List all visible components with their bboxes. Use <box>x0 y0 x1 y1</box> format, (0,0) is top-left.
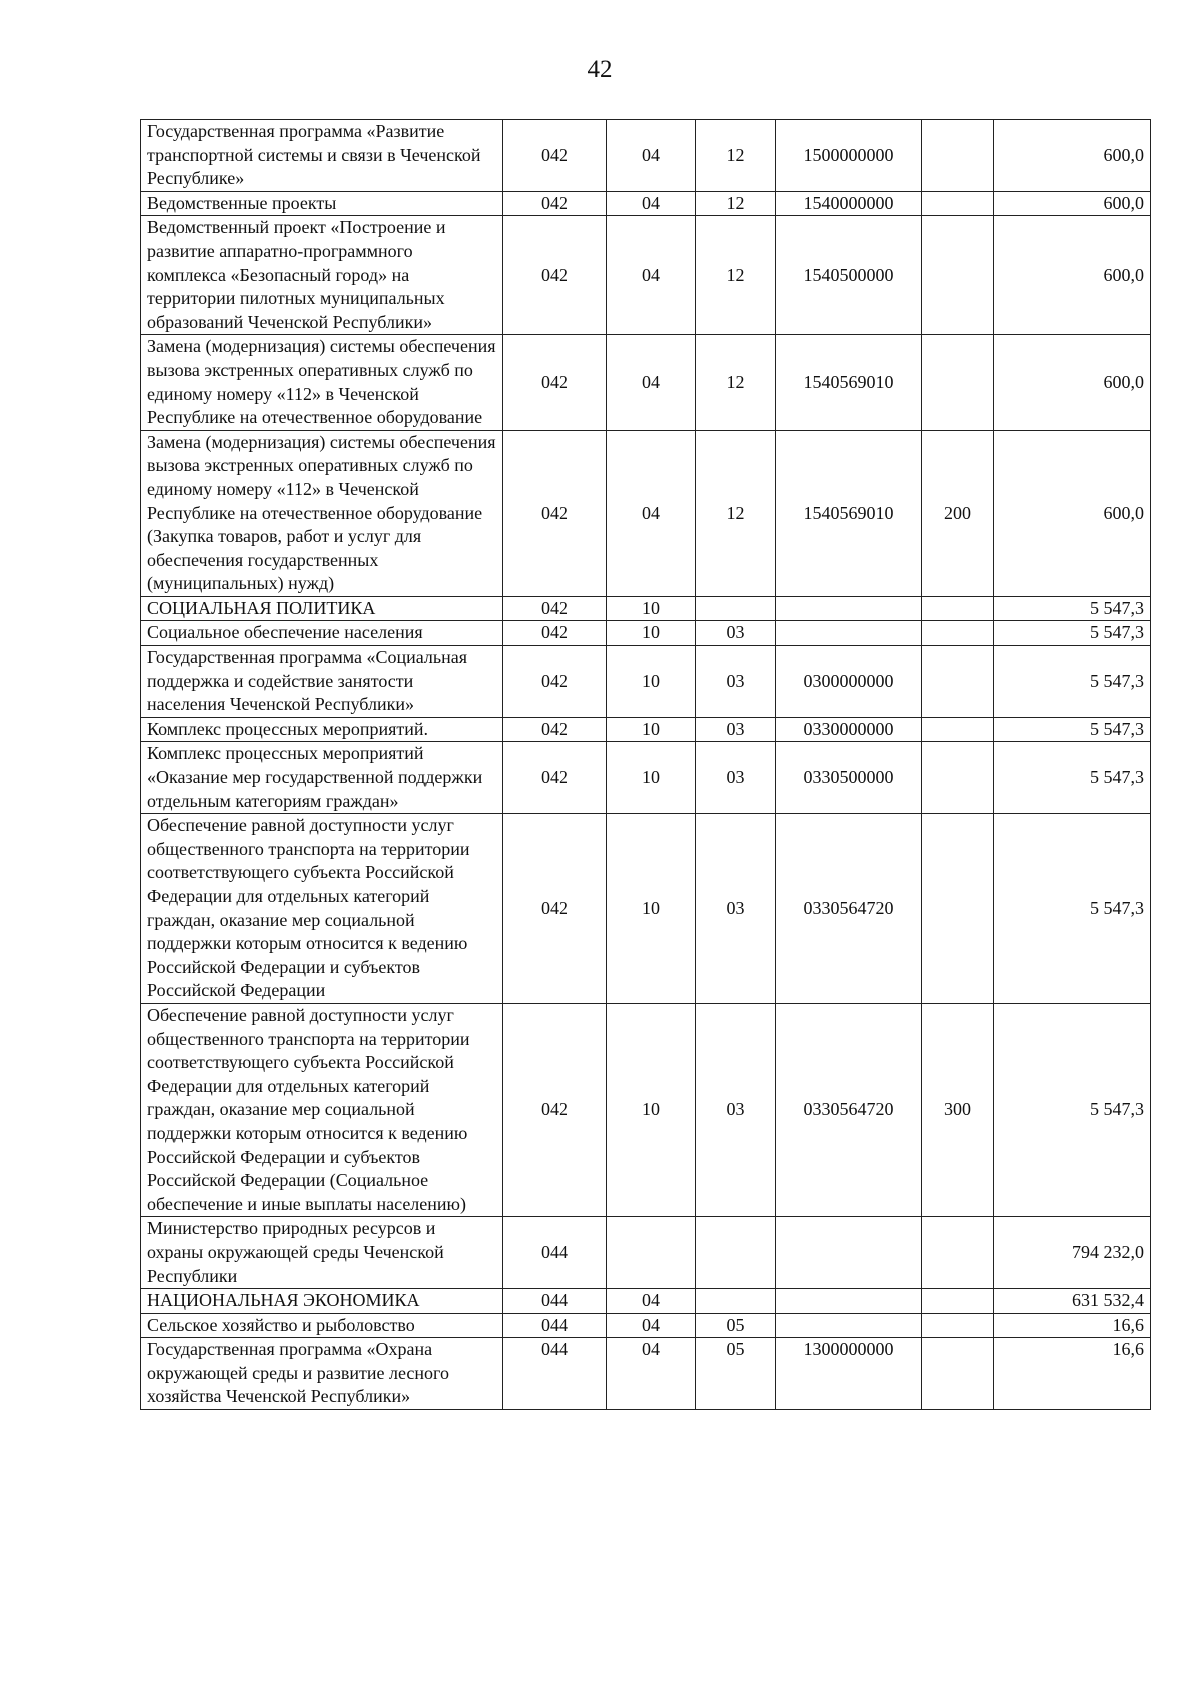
amount: 5 547,3 <box>994 742 1151 814</box>
expense-type-code <box>922 717 994 742</box>
budget-table <box>140 119 1151 1410</box>
subsection-code: 05 <box>696 1338 776 1410</box>
grbs-code: 042 <box>503 814 607 1004</box>
row-name: Государственная программа «Социальная поддержка и содействие занятости населения Чеченской Республики» <box>141 646 503 718</box>
row-name: Государственная программа «Охрана окружающей среды и развитие лесного хозяйства Чеченской Республики» <box>141 1338 503 1410</box>
section-code: 10 <box>607 646 696 718</box>
table-row <box>141 717 1151 742</box>
section-code: 04 <box>607 120 696 192</box>
grbs-code: 042 <box>503 717 607 742</box>
amount: 600,0 <box>994 335 1151 430</box>
row-name: Социальное обеспечение населения <box>141 621 503 646</box>
table-row <box>141 430 1151 596</box>
grbs-code: 042 <box>503 646 607 718</box>
grbs-code: 042 <box>503 596 607 621</box>
grbs-code: 044 <box>503 1217 607 1289</box>
grbs-code: 042 <box>503 430 607 596</box>
section-code: 04 <box>607 1313 696 1338</box>
target-article-code: 1540000000 <box>776 191 922 216</box>
subsection-code: 03 <box>696 621 776 646</box>
section-code: 10 <box>607 814 696 1004</box>
amount: 600,0 <box>994 191 1151 216</box>
target-article-code: 0330500000 <box>776 742 922 814</box>
grbs-code: 042 <box>503 621 607 646</box>
expense-type-code <box>922 335 994 430</box>
grbs-code: 042 <box>503 742 607 814</box>
grbs-code: 042 <box>503 1003 607 1216</box>
row-name: Ведомственные проекты <box>141 191 503 216</box>
section-code: 10 <box>607 742 696 814</box>
subsection-code: 12 <box>696 120 776 192</box>
subsection-code <box>696 1217 776 1289</box>
page-number: 42 <box>587 56 613 83</box>
amount: 5 547,3 <box>994 814 1151 1004</box>
target-article-code <box>776 1289 922 1314</box>
section-code: 04 <box>607 216 696 335</box>
row-name: Замена (модернизация) системы обеспечения вызова экстренных оперативных служб по единому номеру «112» в Чеченской Республике на отечественное оборудование <box>141 335 503 430</box>
target-article-code: 0330564720 <box>776 1003 922 1216</box>
section-code: 04 <box>607 335 696 430</box>
subsection-code: 03 <box>696 814 776 1004</box>
expense-type-code <box>922 596 994 621</box>
expense-type-code: 200 <box>922 430 994 596</box>
expense-type-code <box>922 1217 994 1289</box>
table-row <box>141 1217 1151 1289</box>
section-code: 10 <box>607 1003 696 1216</box>
amount: 631 532,4 <box>994 1289 1151 1314</box>
amount: 600,0 <box>994 216 1151 335</box>
table-row <box>141 1338 1151 1410</box>
subsection-code <box>696 596 776 621</box>
expense-type-code <box>922 120 994 192</box>
grbs-code: 044 <box>503 1313 607 1338</box>
row-name: Сельское хозяйство и рыболовство <box>141 1313 503 1338</box>
section-code: 10 <box>607 621 696 646</box>
row-name: Замена (модернизация) системы обеспечения вызова экстренных оперативных служб по единому номеру «112» в Чеченской Республике на отечественное оборудование (Закупка товаров, работ и услуг для обеспечения государственных (муниципальных) нужд) <box>141 430 503 596</box>
subsection-code: 03 <box>696 646 776 718</box>
target-article-code: 0330564720 <box>776 814 922 1004</box>
subsection-code: 12 <box>696 191 776 216</box>
section-code <box>607 1217 696 1289</box>
subsection-code <box>696 1289 776 1314</box>
subsection-code: 03 <box>696 717 776 742</box>
target-article-code: 1300000000 <box>776 1338 922 1410</box>
subsection-code: 05 <box>696 1313 776 1338</box>
expense-type-code <box>922 191 994 216</box>
section-code: 04 <box>607 1338 696 1410</box>
section-code: 04 <box>607 430 696 596</box>
table-row <box>141 216 1151 335</box>
section-code: 10 <box>607 596 696 621</box>
target-article-code: 1540500000 <box>776 216 922 335</box>
row-name: Комплекс процессных мероприятий. <box>141 717 503 742</box>
grbs-code: 044 <box>503 1289 607 1314</box>
grbs-code: 042 <box>503 120 607 192</box>
row-name: Комплекс процессных мероприятий «Оказание мер государственной поддержки отдельным категориям граждан» <box>141 742 503 814</box>
target-article-code: 1500000000 <box>776 120 922 192</box>
amount: 794 232,0 <box>994 1217 1151 1289</box>
expense-type-code <box>922 216 994 335</box>
table-row <box>141 742 1151 814</box>
grbs-code: 042 <box>503 335 607 430</box>
table-row <box>141 1289 1151 1314</box>
section-code: 04 <box>607 191 696 216</box>
row-name: СОЦИАЛЬНАЯ ПОЛИТИКА <box>141 596 503 621</box>
amount: 5 547,3 <box>994 596 1151 621</box>
subsection-code: 12 <box>696 216 776 335</box>
amount: 5 547,3 <box>994 717 1151 742</box>
target-article-code: 0300000000 <box>776 646 922 718</box>
expense-type-code: 300 <box>922 1003 994 1216</box>
row-name: Обеспечение равной доступности услуг общественного транспорта на территории соответствующего субъекта Российской Федерации для отдельных категорий граждан, оказание мер социальной поддержки которым относится к ведению Российской Федерации и субъектов Российской Федерации <box>141 814 503 1004</box>
section-code: 10 <box>607 717 696 742</box>
subsection-code: 03 <box>696 1003 776 1216</box>
row-name: Обеспечение равной доступности услуг общественного транспорта на территории соответствующего субъекта Российской Федерации для отдельных категорий граждан, оказание мер социальной поддержки которым относится к ведению Российской Федерации и субъектов Российской Федерации (Социальное обеспечение и иные выплаты населению) <box>141 1003 503 1216</box>
amount: 600,0 <box>994 430 1151 596</box>
amount: 5 547,3 <box>994 1003 1151 1216</box>
expense-type-code <box>922 1289 994 1314</box>
row-name: Министерство природных ресурсов и охраны окружающей среды Чеченской Республики <box>141 1217 503 1289</box>
grbs-code: 044 <box>503 1338 607 1410</box>
target-article-code <box>776 621 922 646</box>
amount: 5 547,3 <box>994 646 1151 718</box>
expense-type-code <box>922 621 994 646</box>
grbs-code: 042 <box>503 191 607 216</box>
table-row <box>141 335 1151 430</box>
expense-type-code <box>922 1313 994 1338</box>
table-row <box>141 814 1151 1004</box>
table-row <box>141 646 1151 718</box>
expense-type-code <box>922 814 994 1004</box>
subsection-code: 12 <box>696 430 776 596</box>
amount: 600,0 <box>994 120 1151 192</box>
subsection-code: 03 <box>696 742 776 814</box>
section-code: 04 <box>607 1289 696 1314</box>
table-row <box>141 596 1151 621</box>
row-name: Государственная программа «Развитие транспортной системы и связи в Чеченской Республике» <box>141 120 503 192</box>
target-article-code: 0330000000 <box>776 717 922 742</box>
row-name: Ведомственный проект «Построение и развитие аппаратно-программного комплекса «Безопасный город» на территории пилотных муниципальных образований Чеченской Республики» <box>141 216 503 335</box>
target-article-code: 1540569010 <box>776 335 922 430</box>
row-name: НАЦИОНАЛЬНАЯ ЭКОНОМИКА <box>141 1289 503 1314</box>
table-row <box>141 191 1151 216</box>
amount: 5 547,3 <box>994 621 1151 646</box>
target-article-code <box>776 596 922 621</box>
target-article-code <box>776 1217 922 1289</box>
subsection-code: 12 <box>696 335 776 430</box>
amount: 16,6 <box>994 1313 1151 1338</box>
target-article-code: 1540569010 <box>776 430 922 596</box>
expense-type-code <box>922 742 994 814</box>
table-row <box>141 1313 1151 1338</box>
table-row <box>141 621 1151 646</box>
amount: 16,6 <box>994 1338 1151 1410</box>
table-row <box>141 120 1151 192</box>
target-article-code <box>776 1313 922 1338</box>
grbs-code: 042 <box>503 216 607 335</box>
expense-type-code <box>922 1338 994 1410</box>
table-row <box>141 1003 1151 1216</box>
expense-type-code <box>922 646 994 718</box>
